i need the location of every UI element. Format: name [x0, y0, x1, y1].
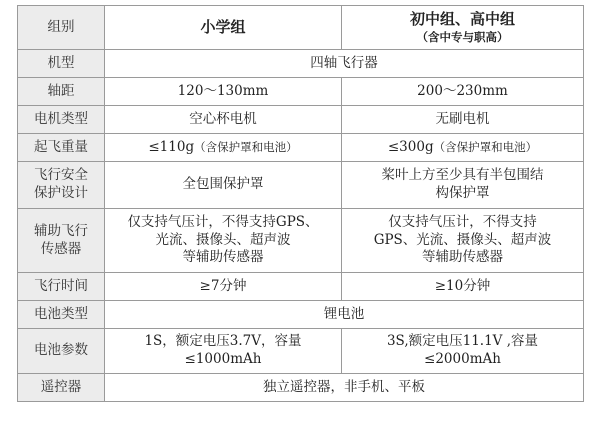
takeoff-weight-primary — [105, 134, 342, 162]
wheelbase-primary: 120～130mm — [105, 78, 342, 106]
sensors-primary-line3: 等辅助传感器 — [182, 249, 264, 266]
row-remote — [18, 374, 584, 402]
remote-value: 独立遥控器，非手机、平板 — [105, 374, 584, 402]
takeoff-weight-label: 起飞重量 — [18, 134, 105, 162]
row-airframe — [18, 50, 584, 78]
header-secondary-subtitle: （含中专与职高） — [416, 30, 509, 45]
safety-secondary-line2: 构保护罩 — [435, 185, 490, 201]
takeoff-weight-secondary-note: （含保护罩和电池） — [433, 139, 538, 154]
row-wheelbase — [18, 78, 584, 106]
flight-time-secondary: ≥10分钟 — [342, 273, 584, 301]
header-secondary-title: 初中组、高中组 — [409, 9, 515, 28]
motor-label: 电机类型 — [18, 106, 105, 134]
battery-params-secondary-line2: ≤2000mAh — [424, 351, 501, 367]
row-safety — [18, 162, 584, 209]
sensors-primary-line2: 光流、摄像头、超声波 — [155, 231, 291, 248]
header-secondary-group — [342, 6, 584, 50]
battery-params-primary-line1: 1S，额定电压3.7V，容量 — [144, 333, 302, 350]
row-battery-params — [18, 329, 584, 374]
sensors-label — [18, 209, 105, 273]
battery-type-value: 锂电池 — [105, 301, 584, 329]
sensors-label-line1: 辅助飞行 — [34, 222, 88, 239]
motor-primary: 空心杯电机 — [105, 106, 342, 134]
sensors-primary-line1: 仅支持气压计，不得支持GPS、 — [127, 214, 319, 231]
sensors-secondary-line2: GPS、光流、摄像头、超声波 — [373, 231, 552, 248]
motor-secondary: 无刷电机 — [342, 106, 584, 134]
row-battery-type — [18, 301, 584, 329]
safety-secondary — [342, 162, 584, 209]
sensors-primary — [105, 209, 342, 273]
sensors-secondary — [342, 209, 584, 273]
safety-label-line2: 保护设计 — [34, 185, 88, 201]
wheelbase-label: 轴距 — [18, 78, 105, 106]
row-flight-time — [18, 273, 584, 301]
remote-label: 遥控器 — [18, 374, 105, 402]
takeoff-weight-secondary — [342, 134, 584, 162]
takeoff-weight-primary-note: （含保护罩和电池） — [194, 139, 298, 154]
battery-type-label: 电池类型 — [18, 301, 105, 329]
sensors-secondary-line1: 仅支持气压计，不得支持 — [388, 214, 537, 231]
header-label: 组别 — [18, 6, 105, 50]
row-takeoff-weight — [18, 134, 584, 162]
flight-time-primary: ≥7分钟 — [105, 273, 342, 301]
airframe-value: 四轴飞行器 — [105, 50, 584, 78]
takeoff-weight-primary-value: ≤110g — [148, 138, 195, 155]
battery-params-secondary-line1: 3S,额定电压11.1V ,容量 — [386, 333, 539, 350]
wheelbase-secondary: 200～230mm — [342, 78, 584, 106]
row-motor — [18, 106, 584, 134]
sensors-label-line2: 传感器 — [40, 240, 82, 257]
header-row — [18, 6, 584, 50]
row-sensors — [18, 209, 584, 273]
safety-secondary-line1: 桨叶上方至少具有半包围结 — [381, 167, 544, 184]
header-primary-group: 小学组 — [105, 6, 342, 50]
spec-table — [17, 5, 584, 402]
airframe-label: 机型 — [18, 50, 105, 78]
safety-label-line1: 飞行安全 — [34, 167, 88, 184]
battery-params-primary-line2: ≤1000mAh — [184, 351, 262, 367]
sensors-secondary-line3: 等辅助传感器 — [422, 249, 503, 266]
flight-time-label: 飞行时间 — [18, 273, 105, 301]
battery-params-label: 电池参数 — [18, 329, 105, 374]
safety-label — [18, 162, 105, 209]
safety-primary: 全包围保护罩 — [105, 162, 342, 209]
battery-params-secondary — [342, 329, 584, 374]
battery-params-primary — [105, 329, 342, 374]
takeoff-weight-secondary-value: ≤300g — [387, 138, 434, 155]
